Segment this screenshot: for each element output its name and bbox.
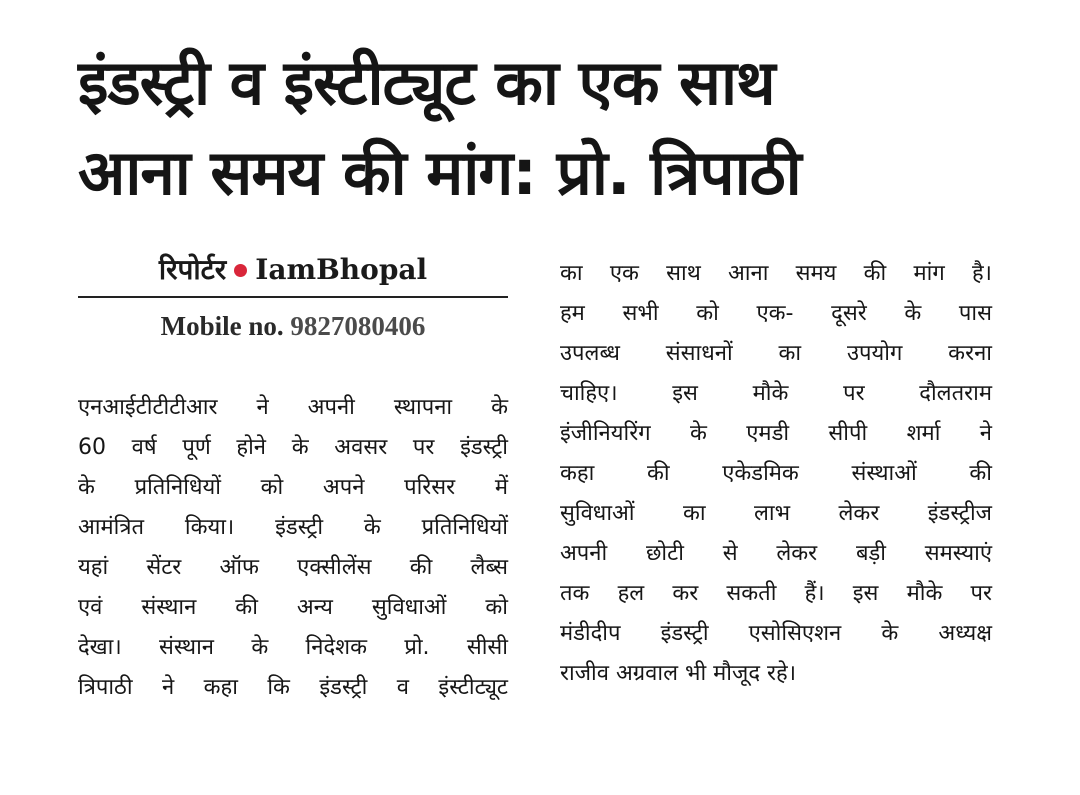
body-line: 60 वर्ष पूर्ण होने के अवसर पर इंडस्ट्री <box>78 435 508 460</box>
body-line: तक हल कर सकती हैं। इस मौके पर <box>560 581 992 606</box>
body-line: राजीव अग्रवाल भी मौजूद रहे। <box>560 661 797 686</box>
body-line: त्रिपाठी ने कहा कि इंडस्ट्री व इंस्टीट्यूट <box>78 675 508 700</box>
body-line: हम सभी को एक- दूसरे के पास <box>560 301 992 326</box>
body-line: चाहिए। इस मौके पर दौलतराम <box>560 381 992 406</box>
byline <box>78 250 508 290</box>
byline-name: IamBhopal <box>255 253 428 286</box>
mobile-info <box>78 306 508 346</box>
body-line: देखा। संस्थान के निदेशक प्रो. सीसी <box>78 635 508 660</box>
body-line: आमंत्रित किया। इंडस्ट्री के प्रतिनिधियों <box>78 515 508 540</box>
body-line: इंजीनियरिंग के एमडी सीपी शर्मा ने <box>560 421 992 446</box>
body-line: के प्रतिनिधियों को अपने परिसर में <box>78 475 508 500</box>
byline-label: रिपोर्टर <box>158 253 227 286</box>
body-line: एनआईटीटीटीआर ने अपनी स्थापना के <box>78 395 508 420</box>
mobile-label: Mobile no. <box>160 311 284 341</box>
body-line: अपनी छोटी से लेकर बड़ी समस्याएं <box>560 541 992 566</box>
body-column-right <box>560 254 992 694</box>
headline <box>78 38 1038 218</box>
body-line: सुविधाओं का लाभ लेकर इंडस्ट्रीज <box>560 501 992 526</box>
body-line: कहा की एकेडमिक संस्थाओं की <box>560 461 992 486</box>
body-line: उपलब्ध संसाधनों का उपयोग करना <box>560 341 992 366</box>
headline-line-1: इंडस्ट्री व इंस्टीट्यूट का एक साथ <box>78 46 775 119</box>
mobile-number: 9827080406 <box>290 311 426 341</box>
body-line: का एक साथ आना समय की मांग है। <box>560 261 992 286</box>
byline-dot-icon <box>234 264 247 277</box>
byline-divider <box>78 296 508 298</box>
body-line: एवं संस्थान की अन्य सुविधाओं को <box>78 595 508 620</box>
headline-line-2: आना समय की मांग: प्रो. त्रिपाठी <box>78 136 801 209</box>
body-column-left <box>78 388 508 708</box>
body-line: मंडीदीप इंडस्ट्री एसोसिएशन के अध्यक्ष <box>560 621 992 646</box>
body-line: यहां सेंटर ऑफ एक्सीलेंस की लैब्स <box>78 555 508 580</box>
